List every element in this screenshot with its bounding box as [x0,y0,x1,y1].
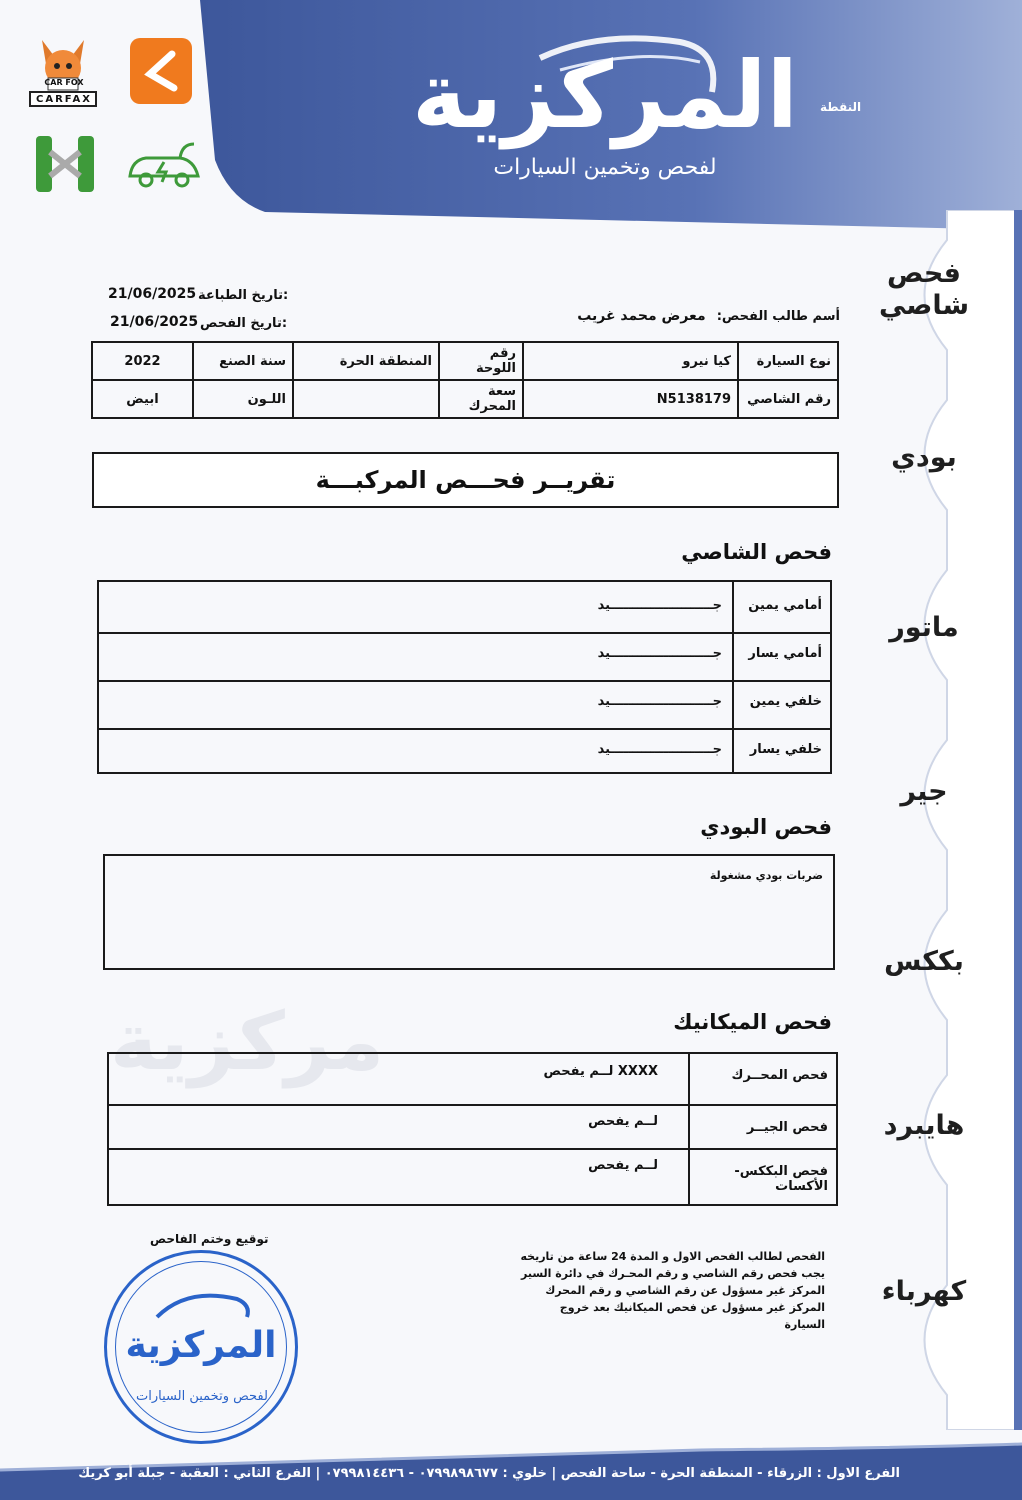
brand-tagline: لفحص وتخمين السيارات [493,155,717,180]
footer-band [0,1430,1022,1500]
chassis-row-value: جـــــــــــــــــــــــيد [98,729,733,773]
footer-contact: الفرع الاول : الزرقاء - المنطقة الحرة - ساحة الفحص | خلوي : ٠٧٩٩٨٩٨٦٧٧ - ٠٧٩٩٨١٤٤٣٦ | الفرع الثاني : العقبة - جبلة أبو كريك [78,1466,900,1481]
exam-date-value: 21/06/2025 [110,314,199,330]
table-row [108,1105,837,1149]
table-row [108,1149,837,1205]
hybrid-h-icon [32,134,98,194]
engine-capacity-label: سعة المحرك [439,380,523,418]
brand-name: المركزية [411,42,799,149]
mechanic-row-value: لــم يفحص [108,1149,689,1205]
chassis-number-label: رقم الشاصي [738,380,838,418]
applicant-value: معرض محمد غريب [577,308,706,324]
chassis-row-value: جـــــــــــــــــــــــيد [98,633,733,681]
exam-date-label: تاريخ الفحص: [200,316,288,331]
mechanic-section-title: فحص الميكانيك [673,1010,832,1034]
carfox-text: CAR FOX [44,78,84,87]
chassis-row-label: أمامي يمين [733,581,831,633]
chassis-row-value: جـــــــــــــــــــــــيد [98,581,733,633]
stamp-car-icon [147,1283,257,1323]
mechanic-row-value: لــم يفحص [108,1105,689,1149]
report-title-box [92,452,839,508]
stamp-tagline: لفحص وتخمين السيارات [136,1389,268,1404]
mechanic-table [107,1052,838,1206]
tab-gear[interactable]: جير [900,776,948,807]
body-notes-box [103,854,835,970]
print-date-label: تاريخ الطباعة: [198,288,289,303]
signature-label: توقيع وختم الفاحص [150,1232,269,1246]
watermark-logo: مركزية [110,995,385,1088]
table-row [98,581,831,633]
electric-car-icon [124,136,204,192]
mechanic-row-value: XXXX لــم يفحص [108,1053,689,1105]
brand-small-word: النقطة [820,100,862,114]
table-row [98,633,831,681]
applicant-row [500,305,840,324]
vehicle-info-table [91,341,839,419]
chassis-table [97,580,832,774]
table-row [98,681,831,729]
chassis-section-title: فحص الشاصي [681,540,832,564]
note-line: يجب فحص رقم الشاصي و رقم المحـرك في دائرة السير [521,1267,825,1280]
mechanic-row-label: فحص الجيــر [689,1105,837,1149]
applicant-label: أسم طالب الفحص: [716,309,840,324]
kia-style-k-icon [130,38,192,104]
tab-hybrid[interactable]: هايبرد [883,1110,965,1141]
year-value: 2022 [92,342,193,380]
mechanic-row-label: فحص البككس-الأكسات [689,1149,837,1205]
tab-engine[interactable]: ماتور [889,612,959,643]
engine-capacity-value [293,380,439,418]
note-line: المركز غير مسؤول عن رقم الشاصي و رقم المحرك [545,1284,825,1297]
report-title: تقريــر فحـــص المركبـــة [315,466,616,494]
car-type-label: نوع السيارة [738,342,838,380]
chassis-row-label: أمامي يسار [733,633,831,681]
plate-label: رقم اللوحة [439,342,523,380]
table-row [98,729,831,773]
tab-body[interactable]: بودي [891,442,957,473]
terms-notes [520,1248,825,1333]
carfax-text: CARFAX [36,94,92,105]
note-line: المركز غير مسؤول عن فحص الميكانيك بعد خروج السيارة [559,1301,825,1331]
chassis-row-label: خلفي يسار [733,729,831,773]
body-section-title: فحص البودي [700,815,832,839]
plate-value: المنطقة الحرة [293,342,439,380]
tab-chassis[interactable]: فحص شاصي [878,258,970,322]
chassis-row-label: خلفي يمين [733,681,831,729]
year-label: سنة الصنع [193,342,293,380]
car-type-value: كيا نيرو [523,342,738,380]
color-label: اللـون [193,380,293,418]
print-date-value: 21/06/2025 [108,286,197,302]
note-line: الفحص لطالب الفحص الاول و المدة 24 ساعة من تاريخه [520,1250,825,1263]
chassis-row-value: جـــــــــــــــــــــــيد [98,681,733,729]
mechanic-row-label: فحص المحــرك [689,1053,837,1105]
stamp-name: المركزية [125,1325,277,1366]
body-note: ضربات بودي مشغولة [709,869,823,882]
color-value: ابيض [92,380,193,418]
tab-electric[interactable]: كهرباء [881,1276,967,1307]
tab-column [882,210,1022,1430]
chassis-number-value: N5138179 [523,380,738,418]
table-row [108,1053,837,1105]
tab-transfer-case[interactable]: بككس [884,946,964,977]
stamp [104,1250,298,1444]
